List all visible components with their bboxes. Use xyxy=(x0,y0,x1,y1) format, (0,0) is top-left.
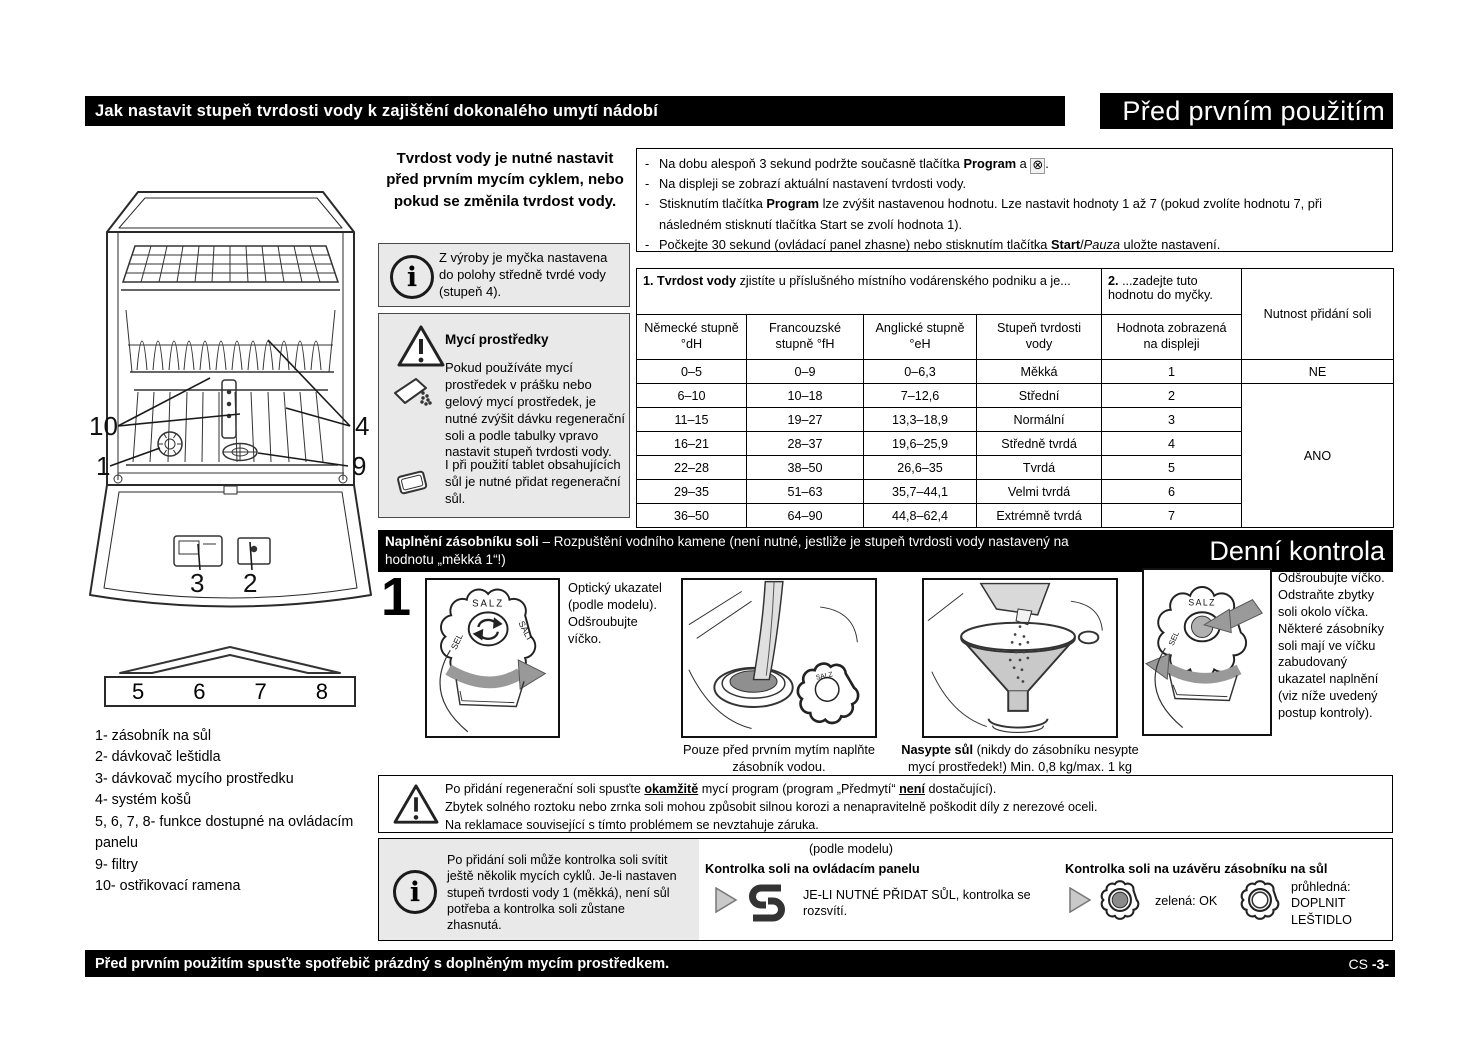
page-title: Před prvním použitím xyxy=(1122,95,1385,126)
bullet-dash: - xyxy=(645,236,650,252)
table-cell: Měkká xyxy=(977,360,1102,384)
section-title: Jak nastavit stupeň tvrdosti vody k zajištění dokonalého umytí nádobí xyxy=(95,101,658,120)
warning-triangle-icon xyxy=(393,783,439,825)
table-cell: 28–37 xyxy=(747,432,864,456)
corrosion-warning-box xyxy=(378,775,1393,833)
daily-check-text: Odšroubujte víčko. Odstraňte zbytky soli okolo víčka. Některé zásobníky soli mají ve víčku zabudovaný ukazatel naplnění (viz níže uvedený postup kontroly). xyxy=(1278,570,1385,721)
part-item: 2- dávkovač leštidla xyxy=(95,749,221,766)
factory-setting-note xyxy=(378,243,630,307)
pour-salt-image xyxy=(922,578,1118,738)
setup-step-text: Počkejte 30 sekund (ovládací panel zhasne) nebo stisknutím tlačítka Start/Pauza uložte nastavení. xyxy=(659,236,1221,252)
col-english: Anglické stupně °eH xyxy=(864,315,977,360)
salt-needed-no: NE xyxy=(1242,360,1394,384)
setup-step xyxy=(645,174,1384,194)
panel-numbers xyxy=(104,676,356,707)
callout-1: 1 xyxy=(96,451,111,481)
setup-step xyxy=(645,154,1384,174)
section-header-bar xyxy=(85,96,1065,126)
table-cell: 7 xyxy=(1102,504,1242,528)
salt-cap-illustration xyxy=(427,580,558,736)
setup-step xyxy=(645,194,1384,234)
table-cell: Extrémně tvrdá xyxy=(977,504,1102,528)
detergent-title: Mycí prostředky xyxy=(445,332,549,347)
table-cell: 19–27 xyxy=(747,408,864,432)
cap-label-salt: SALT xyxy=(516,619,536,643)
tablet-note-text: I při použití tablet obsahujících sůl je nutné přidat regenerační sůl. xyxy=(445,457,621,506)
page-number: CS -3- xyxy=(1348,955,1389,972)
callout-4: 4 xyxy=(355,411,370,441)
dishwasher-diagram xyxy=(88,140,373,645)
table-cell: 64–90 xyxy=(747,504,864,528)
callout-10: 10 xyxy=(89,411,118,441)
table-cell: 44,8–62,4 xyxy=(864,504,977,528)
optical-indicator-text: Optický ukazatel (podle modelu). Odšroubujte víčko. xyxy=(568,580,662,646)
table-cell: Tvrdá xyxy=(977,456,1102,480)
col-german: Německé stupně °dH xyxy=(637,315,747,360)
table-cell: Velmi tvrdá xyxy=(977,480,1102,504)
part-item: 9- filtry xyxy=(95,856,138,873)
salt-section-bar xyxy=(378,530,1393,572)
table-cell: 5 xyxy=(1102,456,1242,480)
pointer-triangle-icon xyxy=(715,887,738,914)
parts-list xyxy=(95,726,377,898)
table-cell: 11–15 xyxy=(637,408,747,432)
table-row xyxy=(637,360,1394,384)
col-display: Hodnota zobrazená na displeji xyxy=(1102,315,1242,360)
part-item: 3- dávkovač mycího prostředku xyxy=(95,770,294,787)
table-cell: 0–9 xyxy=(747,360,864,384)
table-cell: 2 xyxy=(1102,384,1242,408)
clear-label: průhledná: DOPLNIT LEŠTIDLO xyxy=(1291,880,1352,927)
table-cell: 29–35 xyxy=(637,480,747,504)
table-cell: Středně tvrdá xyxy=(977,432,1102,456)
table-cell: 13,3–18,9 xyxy=(864,408,977,432)
cap-indicator-title: Kontrolka soli na uzávěru zásobníku na sůl xyxy=(1065,861,1328,876)
table-cell: 0–6,3 xyxy=(864,360,977,384)
salt-column-header: Nutnost přidání soli xyxy=(1242,269,1394,360)
table-cell: 22–28 xyxy=(637,456,747,480)
cap-label-salz2: SALZ xyxy=(1188,597,1216,608)
table-cell: 35,7–44,1 xyxy=(864,480,977,504)
water-hardness-heading: Tvrdost vody je nutné nastavit před prvním mycím cyklem, nebo pokud se změnila tvrdost vody. xyxy=(386,150,624,210)
warning-line-1: Po přidání regenerační soli spusťte okamžitě mycí program (program „Předmytí“ není dostačující). xyxy=(445,782,997,796)
hardness-table xyxy=(636,268,1394,528)
bullet-dash: - xyxy=(645,196,650,212)
cap-indicator-clear-icon xyxy=(1235,875,1285,925)
warning-line-2: Zbytek solného roztoku nebo zrnka soli mohou způsobit silnou korozi a nenapravitelně poškodit díly z nerezové oceli. xyxy=(445,799,1098,814)
table-cell: 6 xyxy=(1102,480,1242,504)
cross-circle-icon: ⊗ xyxy=(1032,158,1044,173)
indicator-note-text: Po přidání soli může kontrolka soli svítit ještě několik mycích cyklů. Je-li nastaven stupeň tvrdosti vody 1 (měkká), není sůl potřeba a kontrolka soli zůstane zhasnutá. xyxy=(447,853,677,933)
col-french: Francouzské stupně °fH xyxy=(747,315,864,360)
bullet-dash: - xyxy=(645,176,650,192)
cap-label-salz-small: SALZ xyxy=(815,671,834,682)
daily-check-title: Denní kontrola xyxy=(1209,535,1385,566)
table-cell: 38–50 xyxy=(747,456,864,480)
panel-indicator-title: Kontrolka soli na ovládacím panelu xyxy=(705,861,920,876)
table-cell: Střední xyxy=(977,384,1102,408)
callout-3: 3 xyxy=(190,568,205,598)
table-cell: 7–12,6 xyxy=(864,384,977,408)
footer-bar xyxy=(85,950,1395,977)
setup-step-text: Na dobu alespoň 3 sekund podržte současně tlačítka Program a ⊗ . xyxy=(659,156,1049,173)
cap-label-sel: SEL xyxy=(448,631,465,652)
table-row xyxy=(637,384,1394,408)
salt-indicator-box xyxy=(378,838,1393,941)
col-hardness: Stupeň tvrdosti vody xyxy=(977,315,1102,360)
callout-9: 9 xyxy=(352,451,367,481)
table-cell: 0–5 xyxy=(637,360,747,384)
cap-indicator-green-icon xyxy=(1095,875,1145,925)
detergent-warning-box xyxy=(378,313,630,518)
step-number: 1 xyxy=(381,567,412,627)
pour-salt-caption: Nasypte sůl (nikdy do zásobníku nesypte mycí prostředek!) Min. 0,8 kg/max. 1 kg xyxy=(901,742,1139,774)
footer-note: Před prvním použitím spusťte spotřebič prázdný s doplněným mycím prostředkem. xyxy=(95,955,670,972)
table-cell: 4 xyxy=(1102,432,1242,456)
part-item: 4- systém košů xyxy=(95,792,192,809)
setup-step xyxy=(645,235,1384,255)
setup-step-text: Na displeji se zobrazí aktuální nastavení tvrdosti vody. xyxy=(659,176,967,192)
bullet-dash: - xyxy=(645,156,650,171)
setup-step-text: Stisknutím tlačítka Program lze zvýšit nastavenou hodnotu. Lze nastavit hodnoty 1 až 7 (pokud zvolíte hodnotu 7, při následném stisknutí tlačítka Start se zvolí hodnota 1). xyxy=(659,196,1322,232)
info-icon: i xyxy=(390,255,434,299)
callout-2: 2 xyxy=(243,568,258,598)
table-cell: 51–63 xyxy=(747,480,864,504)
cap-aside xyxy=(793,658,863,729)
part-item: 10- ostřikovací ramena xyxy=(95,878,241,895)
cap-label-sel2: SEL xyxy=(1166,629,1182,648)
pour-salt-illustration xyxy=(924,580,1116,736)
info-icon: i xyxy=(393,870,437,914)
setup-steps xyxy=(636,148,1393,252)
warning-triangle-icon xyxy=(397,324,445,368)
part-item: 5, 6, 7, 8- funkce dostupné na ovládacím panelu xyxy=(95,813,354,852)
fill-water-image xyxy=(681,578,877,738)
salt-warning-s-icon xyxy=(745,879,789,925)
cap-label-salz: SALZ xyxy=(472,598,505,610)
table-cell: 26,6–35 xyxy=(864,456,977,480)
table-cell: Normální xyxy=(977,408,1102,432)
model-note: (podle modelu) xyxy=(808,842,893,856)
powder-note-text: Pokud používáte mycí prostředek v prášku nebo gelový mycí prostředek, je nutné zvýšit dávku regenerační soli a podle tabulky vpravo nastavit stupeň tvrdosti vody. xyxy=(445,360,625,460)
panel-number: 6 xyxy=(193,678,206,704)
warning-line-3: Na reklamace související s tímto problémem se nevztahuje záruka. xyxy=(445,817,819,832)
panel-number: 8 xyxy=(315,678,328,704)
daily-check-image xyxy=(1142,568,1272,736)
salt-needed-yes: ANO xyxy=(1242,384,1394,528)
table-cell: 10–18 xyxy=(747,384,864,408)
page-title-bar xyxy=(1100,93,1393,129)
panel-number: 5 xyxy=(132,678,145,704)
table-instruction-right: 2. ...zadejte tuto hodnotu do myčky. xyxy=(1102,269,1242,315)
table-cell: 3 xyxy=(1102,408,1242,432)
fill-water-caption: Pouze před prvním mytím naplňte zásobník vodou. xyxy=(682,742,876,774)
pointer-triangle-icon xyxy=(1069,887,1092,914)
panel-arrow-icon xyxy=(100,646,360,675)
table-instruction-left: 1. Tvrdost vody zjistíte u příslušného místního vodárenského podniku a je... xyxy=(637,269,1102,315)
table-cell: 16–21 xyxy=(637,432,747,456)
daily-check-illustration xyxy=(1144,570,1270,734)
table-cell: 1 xyxy=(1102,360,1242,384)
fill-water-illustration xyxy=(683,580,875,736)
green-ok-label: zelená: OK xyxy=(1155,894,1218,908)
powder-detergent-icon xyxy=(393,376,435,408)
factory-note-text: Z výroby je myčka nastavena do polohy středně tvrdé vody (stupeň 4). xyxy=(439,250,608,299)
part-item: 1- zásobník na sůl xyxy=(95,728,212,744)
salt-section-title: Naplnění zásobníku soli – Rozpuštění vodního kamene (není nutné, jestliže je stupeň tvrdosti vody nastavený na hodnotu „měkká 1“!) xyxy=(385,533,1069,567)
table-cell: 6–10 xyxy=(637,384,747,408)
panel-indicator-text: JE-LI NUTNÉ PŘIDAT SŮL, kontrolka se rozsvítí. xyxy=(803,888,1031,919)
salt-cap-image xyxy=(425,578,560,738)
panel-number: 7 xyxy=(254,678,267,704)
tablet-detergent-icon xyxy=(393,466,435,500)
table-cell: 19,6–25,9 xyxy=(864,432,977,456)
table-cell: 36–50 xyxy=(637,504,747,528)
